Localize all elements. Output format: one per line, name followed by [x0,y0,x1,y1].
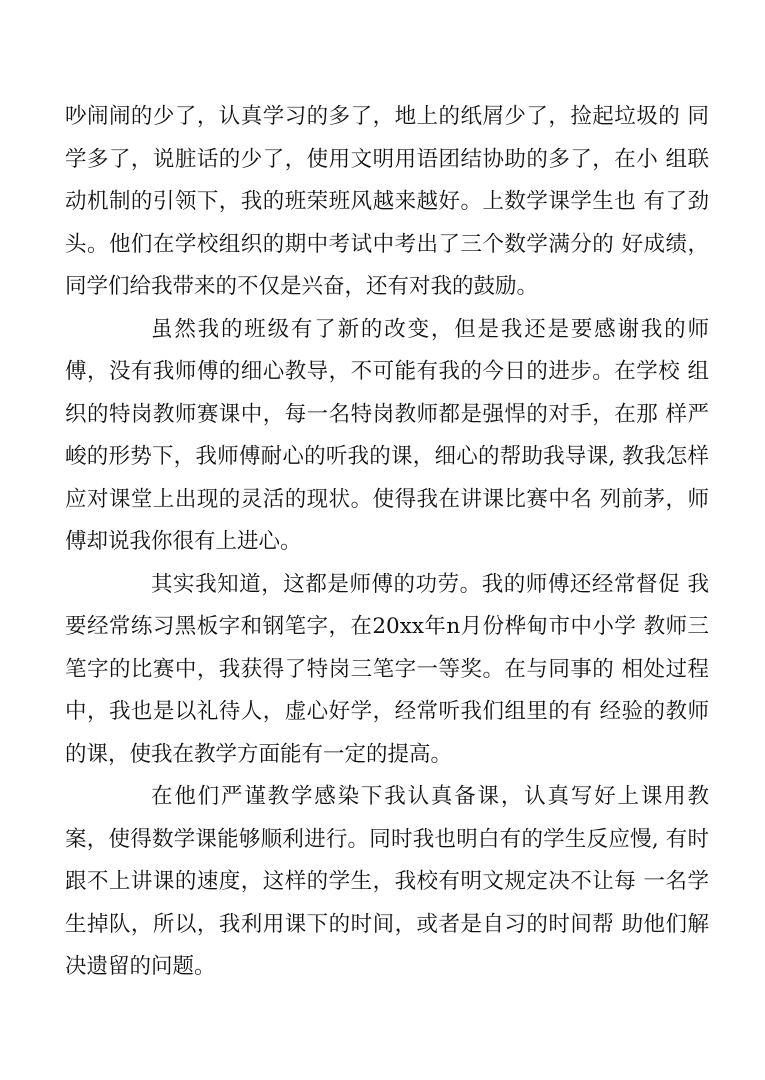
paragraph-4: 在他们严谨教学感染下我认真备课，认真写好上课用教 案，使得数学课能够顺利进行。同时我也明白有的学生反应慢, 有时跟不上讲课的速度，这样的学生，我校有明文规定决不让每 一名学生掉队，所以，我利用课下的时间，或者是自习的时间帮 助他们解决遗留的问题。 [65,784,709,979]
paragraph-3: 其实我知道，这都是师傅的功劳。我的师傅还经常督促 我要经常练习黑板字和钢笔字，在20xx年n月份桦甸市中小学 教师三笔字的比赛中，我获得了特岗三笔字一等奖。在与同事的 相处过程中，我也是以礼待人，虚心好学，经常听我们组里的有 经验的教师的课，使我在教学方面能有一定的提高。 [65,571,709,767]
paragraph-1: 吵闹闹的少了，认真学习的多了，地上的纸屑少了，捡起垃圾的 同学多了，说脏话的少了，使用文明用语团结协助的多了，在小 组联动机制的引领下，我的班荣班风越来越好。上数学课学生也 有了劲头。他们在学校组织的期中考试中考出了三个数学满分的 好成绩，同学们给我带来的不仅是兴奋，还有对我的鼓励。 [65,104,709,299]
document-page [65,96,709,989]
paragraph-2: 虽然我的班级有了新的改变，但是我还是要感谢我的师 傅，没有我师傅的细心教导，不可能有我的今日的进步。在学校 组织的特岗教师赛课中，每一名特岗教师都是强悍的对手，在那 样严峻的形势下，我师傅耐心的听我的课，细心的帮助我导课, 教我怎样应对课堂上出现的灵活的现状。使得我在讲课比赛中名 列前茅，师傅却说我你很有上进心。 [65,316,709,554]
